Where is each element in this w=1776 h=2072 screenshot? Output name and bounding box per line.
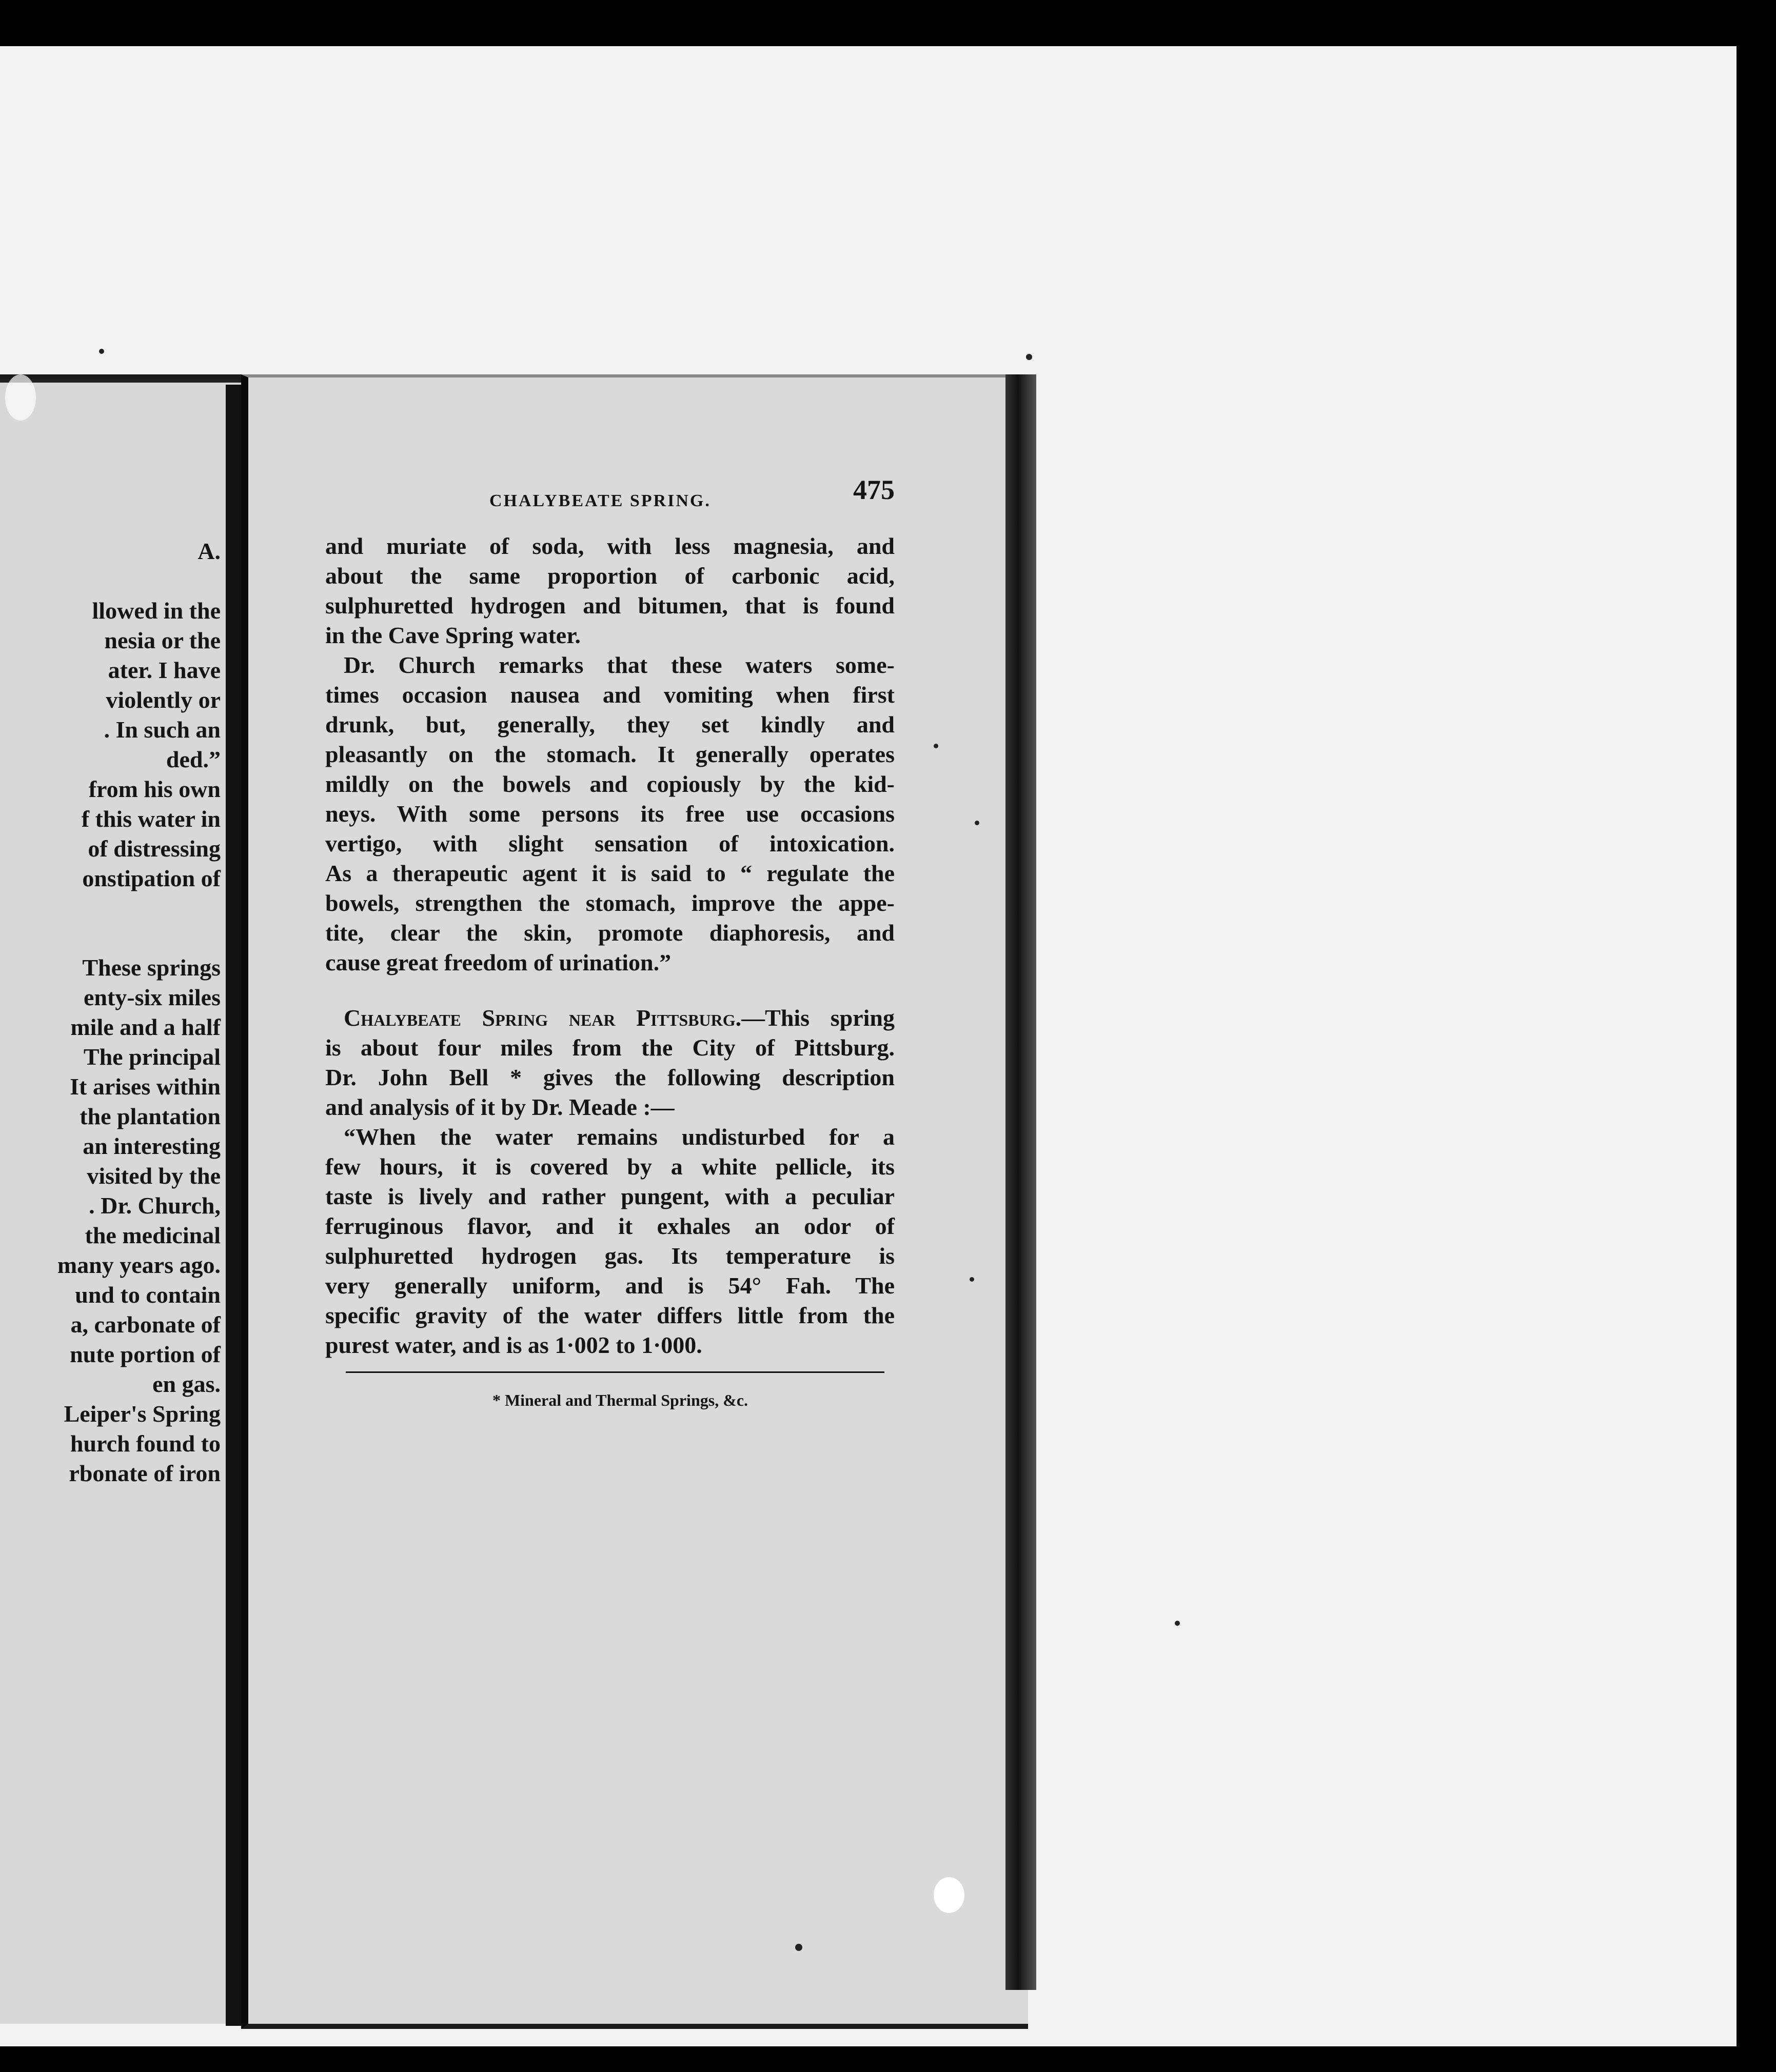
right-page [241, 374, 1028, 2029]
text-line: mile and a half [70, 1014, 221, 1040]
text-line: vertigo, with slight sensation of intoxication. [325, 830, 895, 856]
text-line: A. [198, 538, 221, 564]
text-line: the medicinal [85, 1222, 221, 1248]
text-line: in the Cave Spring water. [325, 622, 581, 648]
text-line: about the same proportion of carbonic acid, [325, 563, 895, 589]
footnote-rule [346, 1371, 884, 1373]
text-line: and analysis of it by Dr. Meade :— [325, 1094, 675, 1120]
speck [1026, 354, 1032, 360]
text-line: rbonate of iron [69, 1460, 221, 1486]
fleck [5, 374, 36, 421]
left-page [0, 380, 243, 2024]
running-head [325, 475, 895, 531]
scan-background [0, 46, 1736, 2046]
book-right-edge [1005, 374, 1036, 1990]
text-line: sulphuretted hydrogen and bitumen, that is found [325, 592, 895, 619]
section-heading-continuation: —This spring [741, 1005, 895, 1031]
text-line: taste is lively and rather pungent, with a peculiar [325, 1183, 895, 1209]
text-line [0, 923, 221, 953]
text-line: is about four miles from the City of Pittsburg. [325, 1034, 895, 1061]
paragraph-2 [325, 650, 895, 978]
text-line: mildly on the bowels and copiously by the kid- [325, 771, 895, 797]
text-line: purest water, and is as 1·002 to 1·000. [325, 1332, 702, 1358]
text-line: onstipation of [82, 865, 221, 891]
text-line: enty-six miles [83, 984, 221, 1010]
text-line: nesia or the [104, 627, 221, 653]
text-line: “When the water remains undisturbed for a [344, 1124, 895, 1150]
text-line [0, 566, 221, 596]
text-line: It arises within [70, 1073, 221, 1100]
text-line: many years ago. [57, 1252, 221, 1278]
fleck [934, 1877, 964, 1913]
text-line: pleasantly on the stomach. It generally operates [325, 741, 895, 767]
text-line: und to contain [75, 1282, 221, 1308]
section-heading: Chalybeate Spring near Pittsburg. [344, 1005, 742, 1031]
film-border-right [1736, 0, 1776, 2072]
text-line: drunk, but, generally, they set kindly and [325, 711, 895, 738]
text-line: As a therapeutic agent it is said to “ regulate the [325, 860, 895, 886]
text-line: bowels, strengthen the stomach, improve the appe- [325, 890, 895, 916]
text-line: llowed in the [92, 597, 221, 624]
right-page-text [325, 475, 895, 1415]
text-line: the plantation [80, 1103, 221, 1129]
text-line [0, 893, 221, 923]
text-line: ater. I have [108, 657, 221, 683]
text-line: specific gravity of the water differs little from the [325, 1302, 895, 1328]
text-line: en gas. [152, 1371, 221, 1397]
footnote: * Mineral and Thermal Springs, &c. [492, 1391, 748, 1409]
text-line: a, carbonate of [70, 1311, 221, 1338]
speck [1175, 1621, 1180, 1626]
text-line: an interesting [83, 1133, 221, 1159]
text-line: from his own [88, 776, 221, 802]
paragraph-4 [325, 1122, 895, 1360]
speck [975, 821, 979, 825]
text-line: times occasion nausea and vomiting when first [325, 682, 895, 708]
speck [934, 744, 938, 748]
text-line: f this water in [81, 806, 221, 832]
text-line: These springs [82, 954, 221, 981]
text-line: neys. With some persons its free use occasions [325, 801, 895, 827]
running-title: CHALYBEATE SPRING. [489, 491, 711, 510]
text-line: visited by the [87, 1163, 221, 1189]
text-line: Dr. Church remarks that these waters some- [344, 652, 895, 678]
text-line: sulphuretted hydrogen gas. Its temperature is [325, 1243, 895, 1269]
speck [970, 1277, 974, 1282]
text-line: very generally uniform, and is 54° Fah. The [325, 1272, 895, 1299]
text-line: Dr. John Bell * gives the following description [325, 1064, 895, 1090]
left-page-text [0, 536, 221, 1488]
text-line: . In such an [104, 716, 221, 743]
text-line: tite, clear the skin, promote diaphoresis, and [325, 920, 895, 946]
page-number: 475 [853, 474, 895, 505]
speck [795, 1944, 802, 1951]
text-line: cause great freedom of urination.” [325, 949, 672, 975]
speck [99, 349, 104, 354]
text-line: The principal [83, 1044, 221, 1070]
text-line: and muriate of soda, with less magnesia, and [325, 533, 895, 559]
text-line: ded.” [166, 746, 221, 772]
paragraph-3 [325, 1033, 895, 1122]
text-line: Leiper's Spring [64, 1401, 221, 1427]
text-line: violently or [106, 687, 221, 713]
paragraph-3-first-line [325, 1003, 895, 1033]
film-border-bottom [0, 2046, 1776, 2072]
text-line: few hours, it is covered by a white pellicle, its [325, 1153, 895, 1180]
text-line: . Dr. Church, [89, 1192, 221, 1219]
text-line: of distressing [88, 835, 221, 862]
paragraph-1 [325, 531, 895, 650]
text-line: ferruginous flavor, and it exhales an odor of [325, 1213, 895, 1239]
text-line: nute portion of [70, 1341, 221, 1367]
text-line: hurch found to [70, 1430, 221, 1457]
